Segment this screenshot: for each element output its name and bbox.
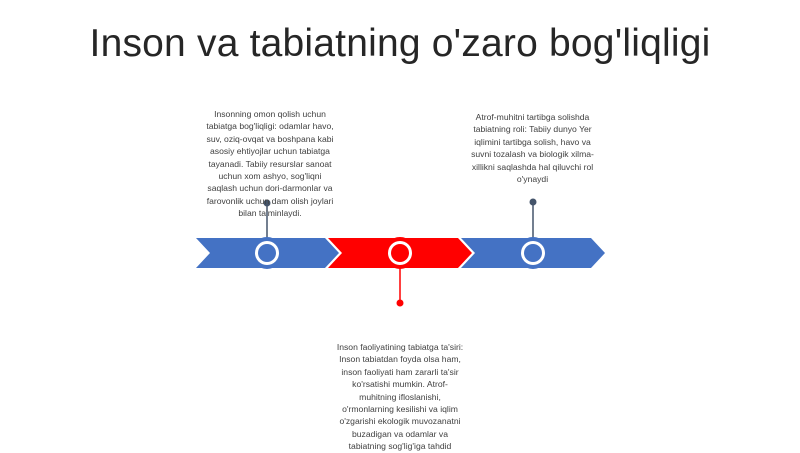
connector-dot-3 [530, 199, 537, 206]
timeline-note-3: Atrof-muhitni tartibga solishda tabiatning roli: Tabiiy dunyo Yer iqlimini tartibga solish, havo va suvni tozalash va biologik xilma- xillikni saqlashda hal qiluvchi rol o'ynaydi [471, 112, 594, 185]
milestone-marker-1 [251, 237, 283, 269]
milestone-marker-2 [384, 237, 416, 269]
connector-dot-2 [397, 300, 404, 307]
timeline-note-1: Insonning omon qolish uchun tabiatga bog'liqligi: odamlar havo, suv, oziq-ovqat va boshpana kabi asosiy ehtiyojlar uchun tabiatga tayanadi. Tabiiy resurslar sanoat uchun xom ashyo, sog'liqni saqlash uchun dori-darmonlar va farovonlik uchun dam olish joylari bilan ta'minlaydi. [206, 109, 334, 219]
timeline-note-2: Inson faoliyatining tabiatga ta'siri: Inson tabiatdan foyda olsa ham, inson faoliyati ham zararli ta'sir ko'rsatishi mumkin. Atrof- muhitning ifloslanishi, o'rmonlarning kesilishi va iqlim o'zgarishi ekologik muvozanatni buzadigan va odamlar va tabiatning sog'lig'iga tahdid [336, 342, 464, 452]
milestone-marker-3 [517, 237, 549, 269]
slide-title: Inson va tabiatning o'zaro bog'liqligi [89, 22, 711, 65]
